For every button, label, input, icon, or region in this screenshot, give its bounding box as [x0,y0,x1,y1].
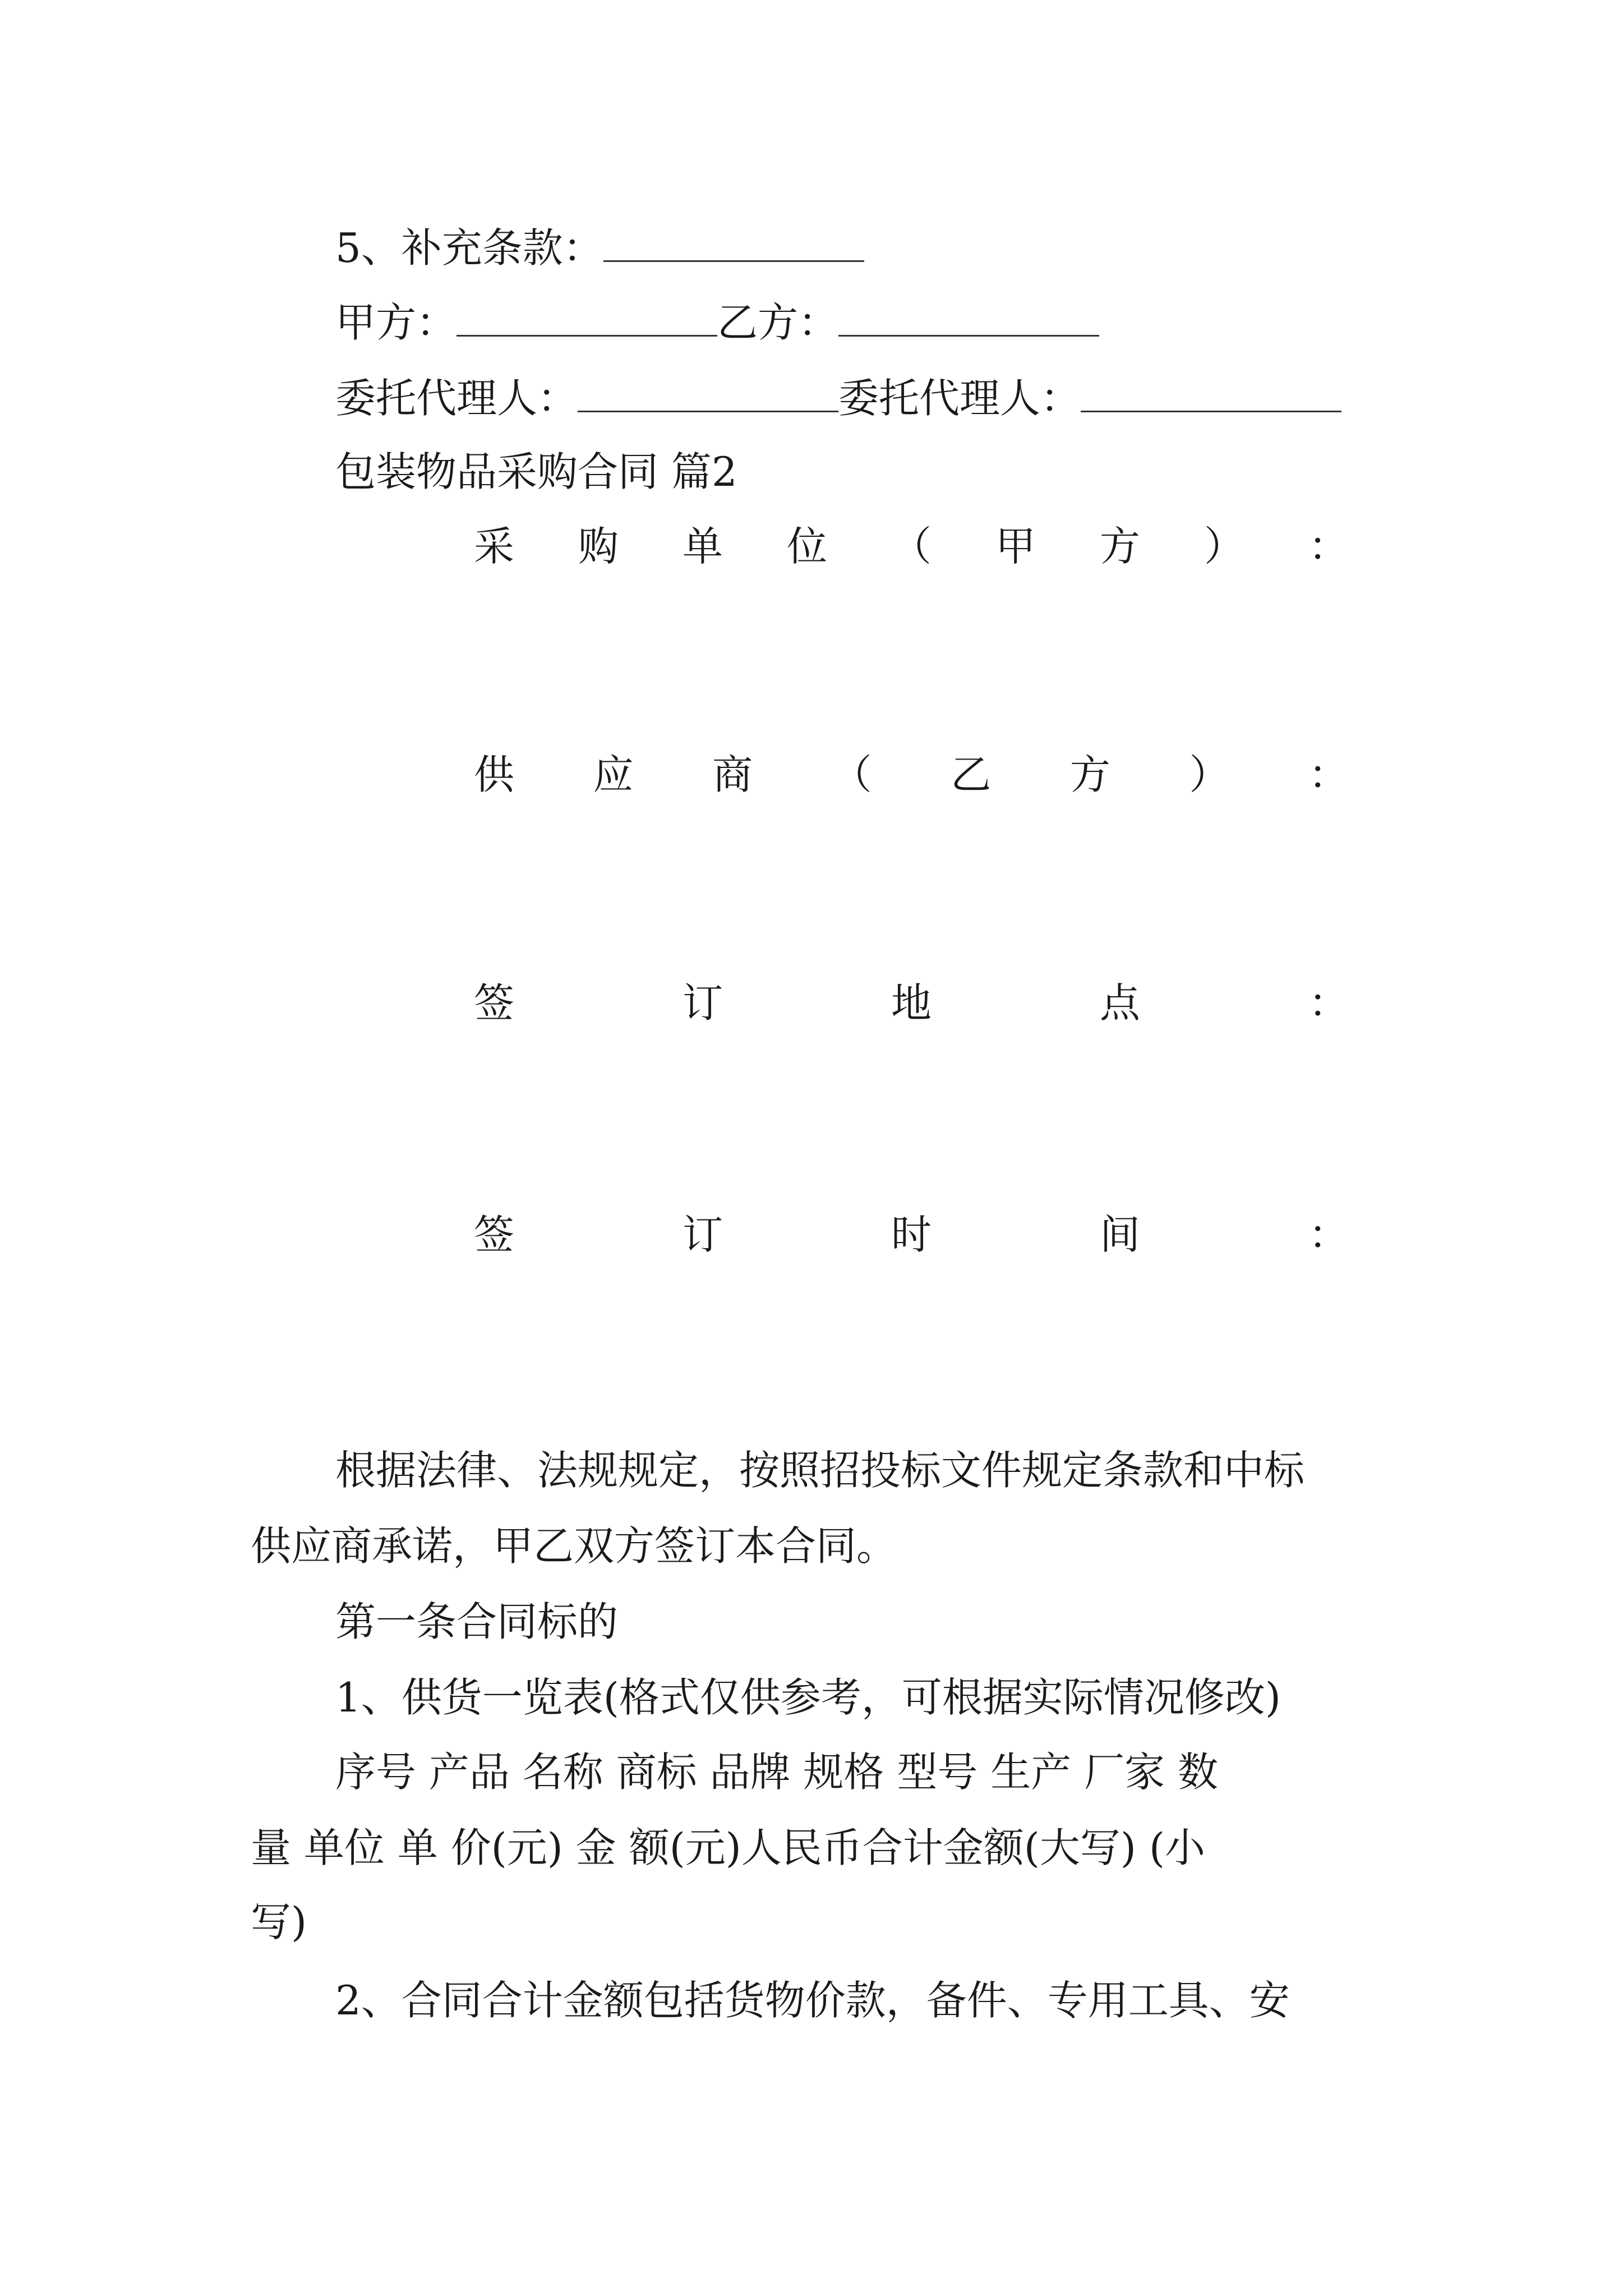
sign-place-char: 签 [474,979,515,1027]
supplier-char: 乙 [951,751,992,798]
purchaser-char: 购 [578,523,619,570]
purchaser-char: 甲 [995,523,1036,570]
sign-place-char: 订 [682,979,723,1027]
clause5-blank[interactable] [603,226,864,262]
sign-time-char: 时 [891,1211,932,1258]
purchaser-char: 方 [1099,523,1140,570]
purchaser-char: 采 [474,523,515,570]
sign-place-char: 地 [891,979,932,1027]
article1-title: 第一条合同标的 [335,1598,619,1645]
table-header-line-3: 写) [251,1898,307,1945]
agent-a-blank[interactable] [578,376,838,412]
party-b-label: 乙方： [717,299,839,346]
sign-time-char: 签 [474,1211,515,1258]
purchaser-char: 位 [786,523,827,570]
clause5-label: 5、补充条款： [335,224,603,272]
purchaser-line [474,523,1349,570]
sign-time-line [474,1211,1349,1258]
sign-time-char: ： [1308,1211,1349,1258]
supplier-char: 供 [474,751,515,798]
table-header-line-1: 序号 产品 名称 商标 品牌 规格 型号 生产 厂家 数 [335,1749,1218,1796]
section-title: 包装物品采购合同 篇2 [335,448,737,495]
agent-b-label: 委托代理人： [838,375,1081,422]
party-a-blank[interactable] [457,300,717,337]
purchaser-char: ） [1204,523,1244,570]
party-b-blank[interactable] [838,300,1099,337]
sign-time-char: 间 [1099,1211,1140,1258]
purchaser-char: （ [891,523,932,570]
party-a-label: 甲方： [335,299,457,346]
sign-place-line [474,979,1349,1027]
supplier-char: 方 [1069,751,1110,798]
item1-line: 1、供货一览表(格式仅供参考，可根据实际情况修改) [335,1674,1281,1721]
supplier-char: 应 [593,751,634,798]
parties-line [335,299,1099,346]
sign-time-char: 订 [682,1211,723,1258]
intro-line-1: 根据法律、法规规定，按照招投标文件规定条款和中标 [335,1447,1305,1494]
sign-place-char: ： [1308,979,1349,1027]
intro-line-2: 供应商承诺，甲乙双方签订本合同。 [251,1522,897,1570]
supplier-line [474,751,1349,798]
purchaser-char: ： [1308,523,1349,570]
supplier-char: 商 [712,751,753,798]
agents-line [335,375,1341,422]
table-header-line-2: 量 单位 单 价(元) 金 额(元)人民币合计金额(大写) (小 [251,1824,1205,1871]
supplier-char: （ [831,751,872,798]
purchaser-char: 单 [682,523,723,570]
sign-place-char: 点 [1099,979,1140,1027]
item2-line: 2、合同合计金额包括货物价款，备件、专用工具、安 [335,1977,1290,2024]
agent-b-blank[interactable] [1081,376,1341,412]
supplier-char: ） [1189,751,1230,798]
clause5-line [335,224,864,272]
supplier-char: ： [1308,751,1349,798]
agent-a-label: 委托代理人： [335,375,578,422]
